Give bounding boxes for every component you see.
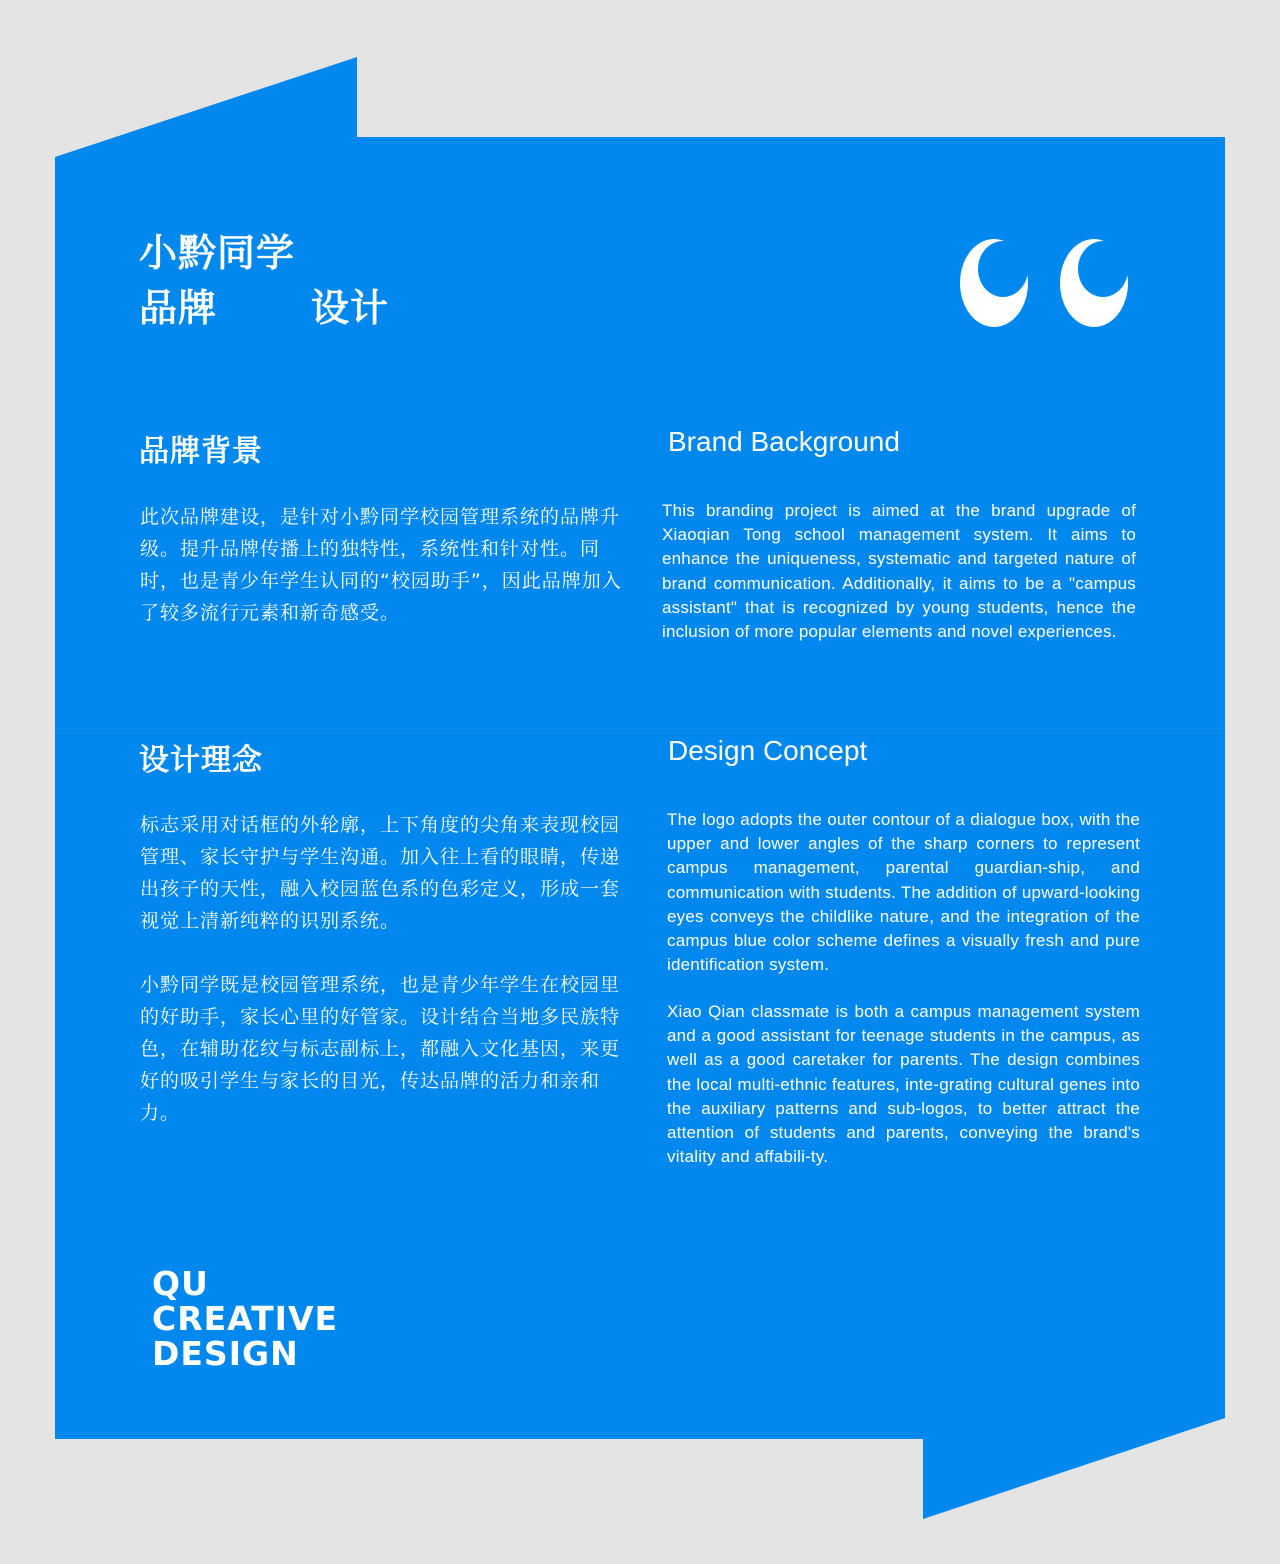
design-concept-body-en-1: The logo adopts the outer contour of a dialogue box, with the upper and lower angles of the sharp corners to represent campus management, parental guardian-ship, and communication with students. The addition of upward-looking eyes conveys the childlike nature, and the integration of the campus blue color scheme defines a visually fresh and pure identification system. [667, 810, 1140, 975]
brand-background-heading-en: Brand Background [668, 426, 900, 457]
qu-creative-design-logo [152, 1266, 338, 1371]
crescent-eyes-icon [958, 237, 1133, 329]
logo-line-design: DESIGN [152, 1334, 299, 1373]
design-concept-body-en-2: Xiao Qian classmate is both a campus management system and a good assistant for teenage students in the campus, as well as a good caretaker for parents. The design combines the local multi-ethnic features, inte-grating cultural genes into the auxiliary patterns and sub-logos, to better attract the attention of students and parents, conveying the brand's vitality and affabili-ty. [667, 1002, 1140, 1167]
brand-background-heading-cn: 品牌背景 [139, 434, 263, 469]
brand-title-line2-right: 设计 [311, 286, 390, 330]
design-concept-body-cn-2: 小黔同学既是校园管理系统，也是青少年学生在校园里的好助手，家长心里的好管家。设计结合当地多民族特色，在辅助花纹与标志副标上，都融入文化基因，来更好的吸引学生与家长的目光，传达品牌的活力和亲和力。 [140, 974, 621, 1124]
design-concept-body-cn-1: 标志采用对话框的外轮廓，上下角度的尖角来表现校园管理、家长守护与学生沟通。加入往上看的眼睛，传递出孩子的天性，融入校园蓝色系的色彩定义，形成一套视觉上清新纯粹的识别系统。 [140, 814, 621, 932]
section-divider [55, 728, 1225, 729]
brand-title-line2-left: 品牌 [139, 286, 218, 330]
brand-title-line1: 小黔同学 [139, 231, 296, 275]
logo-line-qu: QU [152, 1264, 209, 1303]
logo-line-creative: CREATIVE [152, 1299, 339, 1338]
design-concept-heading-en: Design Concept [668, 735, 868, 766]
brand-background-body-cn: 此次品牌建设，是针对小黔同学校园管理系统的品牌升级。提升品牌传播上的独特性，系统性和针对性。同时，也是青少年学生认同的“校园助手”，因此品牌加入了较多流行元素和新奇感受。 [140, 506, 622, 624]
design-concept-heading-cn: 设计理念 [139, 743, 263, 778]
brand-background-body-en: This branding project is aimed at the brand upgrade of Xiaoqian Tong school management system. It aims to enhance the uniqueness, systematic and targeted nature of brand communication. Additionally, it aims to be a "campus assistant" that is recognized by young students, hence the inclusion of more popular elements and novel experiences. [662, 501, 1136, 642]
